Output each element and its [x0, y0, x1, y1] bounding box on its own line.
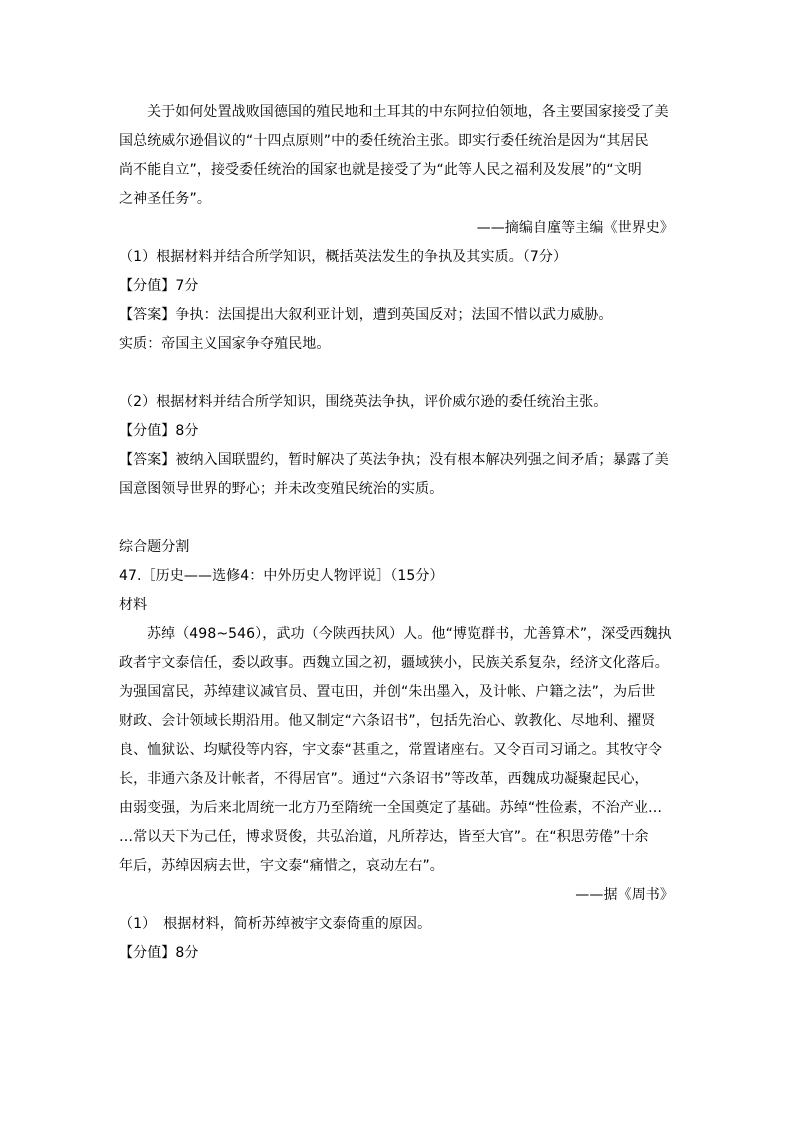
answer-text: 争执：法国提出大叙利亚计划，遭到英国反对；法国不惜以武力威胁。 [175, 307, 613, 323]
answer-text: 被纳入国联盟约，暂时解决了英法争执；没有根本解决列强之间矛盾；暴露了美 [175, 452, 669, 468]
passage2-line: …常以天下为己任，博求贤俊，共弘治道，凡所荐达，皆至大官”。在“积思劳倦”十余 [119, 829, 649, 845]
passage1-line: 关于如何处置战败国德国的殖民地和土耳其的中东阿拉伯领地，各主要国家接受了美 [147, 104, 669, 120]
passage2-line: 财政、会计领域长期沿用。他又制定“六条诏书”，包括先治心、敦教化、尽地利、擢贤 [119, 713, 656, 729]
answer-label: 【答案】 [119, 307, 176, 323]
question-2-answer-line: 国意图领导世界的野心；并未改变殖民统治的实质。 [119, 481, 444, 497]
passage2-line: 为强国富民，苏绰建议减官员、置屯田，并创“朱出墨入，及计帐、户籍之法”，为后世 [119, 684, 656, 700]
question-2: （2）根据材料并结合所学知识，围绕英法争执，评价威尔逊的委任统治主张。 [119, 394, 608, 410]
question-47-1: （1） 根据材料，简析苏绰被宇文泰倚重的原因。 [119, 916, 432, 932]
passage2-line: 由弱变强，为后来北周统一北方乃至隋统一全国奠定了基础。苏绰“性俭素，不治产业… [119, 800, 663, 816]
passage2-line: 政者宇文泰信任，委以政事。西魏立国之初，疆域狭小，民族关系复杂，经济文化落后。 [119, 655, 669, 671]
question-1-score [119, 272, 674, 301]
passage2-line: 年后，苏绰因病去世，宇文泰“痛惜之，哀动左右”。 [119, 858, 444, 874]
question-2-answer [119, 446, 674, 475]
score-label: 【分值】 [119, 945, 176, 961]
spacer [119, 504, 674, 533]
spacer [119, 359, 674, 388]
passage2-line: 苏绰（498~546），武功（今陕西扶风）人。他“博览群书，尤善算术”，深受西魏执 [147, 626, 672, 642]
score-value: 8分 [175, 423, 199, 439]
question-1-answer-line: 实质：帝国主义国家争夺殖民地。 [119, 336, 331, 352]
passage2-source: ——据《周书》 [575, 887, 674, 903]
score-value: 7分 [175, 278, 199, 294]
passage2-line: 长，非通六条及计帐者，不得居官”。通过“六条诏书”等改革，西魏成功凝聚起民心， [119, 771, 649, 787]
document-body [119, 98, 674, 968]
passage1-line: 之神圣任务”。 [119, 191, 211, 207]
section-divider: 综合题分割 [119, 539, 190, 555]
passage2-line: 良、恤狱讼、均赋役等内容，宇文泰“甚重之，常置诸座右。又令百司习诵之。其牧守令 [119, 742, 663, 758]
question-1-answer [119, 301, 674, 330]
material-label: 材料 [119, 597, 148, 613]
score-value: 8分 [175, 945, 199, 961]
question-1: （1）根据材料并结合所学知识，概括英法发生的争执及其实质。（7分） [119, 249, 568, 265]
question-47-1-score [119, 939, 674, 968]
answer-label: 【答案】 [119, 452, 176, 468]
score-label: 【分值】 [119, 278, 176, 294]
passage1-source: ——摘编自廑等主编《世界史》 [476, 220, 674, 236]
passage1-line: 国总统威尔逊倡议的“十四点原则”中的委任统治主张。即实行委任统治是因为“其居民 [119, 133, 649, 149]
score-label: 【分值】 [119, 423, 176, 439]
passage1-line: 尚不能自立”，接受委任统治的国家也就是接受了为“此等人民之福利及发展”的“文明 [119, 162, 642, 178]
question-47-title: 47.［历史——选修4：中外历史人物评说］（15分） [119, 568, 444, 584]
question-2-score [119, 417, 674, 446]
